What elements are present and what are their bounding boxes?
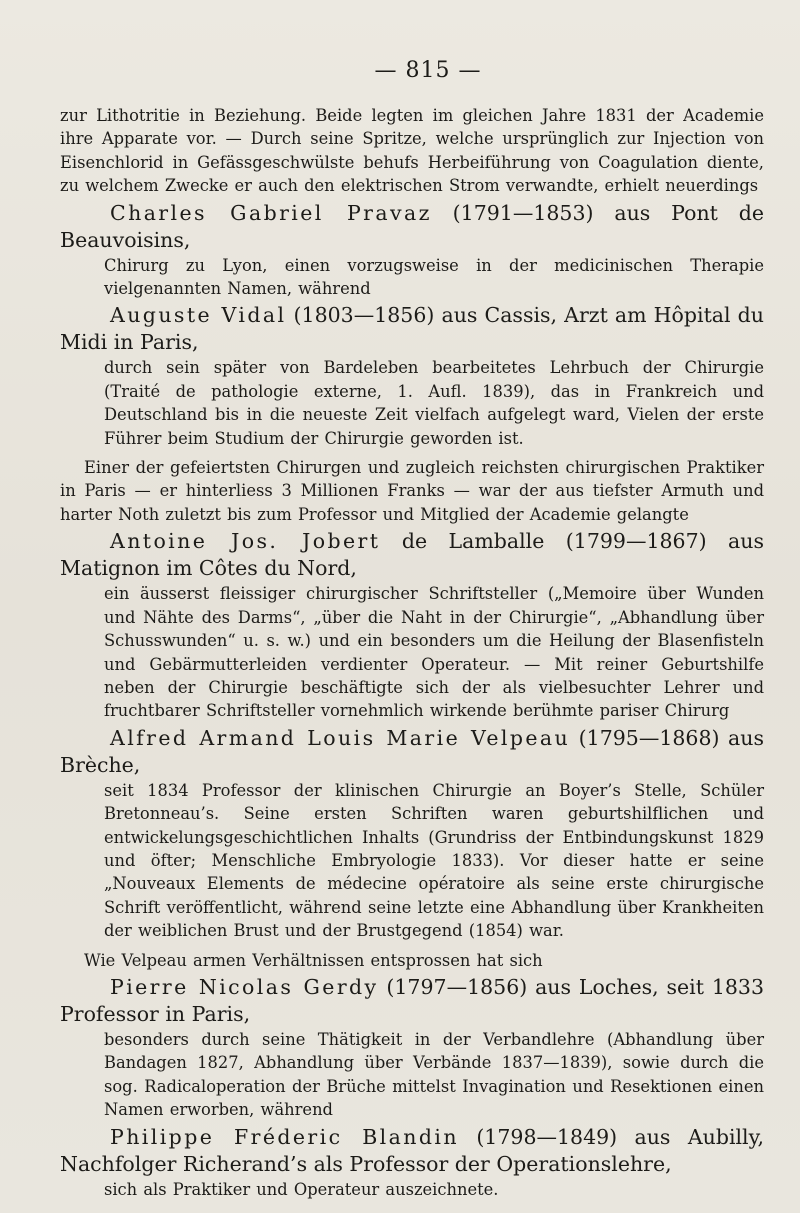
paragraph: zur Lithotritie in Beziehung. Beide legten im gleichen Jahre 1831 der Academie ihre Apparate vor. — Durch seine Spritze, welche ursprünglich zur Injection von Eisenchlorid in Gefässgeschwülste behufs Herbeiführung von Coagulation diente, zu welchem Zwecke er auch den elektrischen Strom verwandte, erhielt neuerdings xyxy=(60,106,764,196)
biography-heading xyxy=(60,974,764,1028)
biography-heading xyxy=(60,1124,764,1178)
person-name: Antoine Jos. Jobert xyxy=(110,529,381,554)
page-number: — 815 — xyxy=(374,58,482,83)
biography-heading xyxy=(60,528,764,582)
person-name: Auguste Vidal xyxy=(110,303,287,328)
biography-text: sich als Praktiker und Operateur auszeichnete. xyxy=(104,1179,499,1199)
person-details: de Lamballe (1799—1867) aus Matignon im Côtes du Nord, xyxy=(60,529,765,581)
person-details: (1798—1849) aus Aubilly, Nachfolger Richerand’s als Professor der Operationslehre, xyxy=(60,1124,764,1176)
paragraph: Wie Velpeau armen Verhältnissen entsprossen hat sich xyxy=(84,950,543,970)
biography-heading xyxy=(60,302,764,356)
person-name: Philippe Fréderic Blandin xyxy=(110,1124,459,1149)
biography-heading xyxy=(60,725,764,779)
person-details: (1795—1868) aus Brèche, xyxy=(60,725,764,777)
paragraph: Einer der gefeiertsten Chirurgen und zugleich reichsten chirurgischen Praktiker in Paris — er hinterliess 3 Millionen Franks — war der aus tiefster Armuth und harter Noth zuletzt bis zum Professor und Mitglied der Academie gelangte xyxy=(60,458,764,524)
biography-text: ein äusserst fleissiger chirurgischer Schriftsteller („Memoire über Wunden und Nähte des Darms“, „über die Naht in der Chirurgie“, „Abhandlung über Schusswunden“ u. s. w.) und ein besonders um die Heilung der Blasenfisteln und Gebärmutterleiden verdienter Operateur. — Mit reiner Geburtshilfe neben der Chirurgie beschäftigte sich der als vielbesuchter Lehrer und fruchtbarer Schriftsteller vornehmlich wirkende berühmte pariser Chirurg xyxy=(104,584,764,721)
biography-text: durch sein später von Bardeleben bearbeitetes Lehrbuch der Chirurgie (Traité de pathologie externe, 1. Aufl. 1839), das in Frankreich und Deutschland bis in die neueste Zeit vielfach aufgelegt ward, Vielen der erste Führer beim Studium der Chirurgie geworden ist. xyxy=(104,358,764,448)
biography-text: seit 1834 Professor der klinischen Chirurgie an Boyer’s Stelle, Schüler Bretonneau’s. Seine ersten Schriften waren geburtshilflichen und entwickelungsgeschichtlichen Inhalts (Grundriss der Entbindungskunst 1829 und öfter; Menschliche Embryologie 1833). Vor dieser hatte er seine „Nouveaux Elements de médecine opératoire als seine erste chirurgische Schrift veröffentlicht, während seine letzte eine Abhandlung über Krankheiten der weiblichen Brust und der Brustgegend (1854) war. xyxy=(104,780,764,941)
person-name: Charles Gabriel Pravaz xyxy=(110,200,432,225)
person-name: Pierre Nicolas Gerdy xyxy=(110,974,379,999)
biography-text: Chirurg zu Lyon, einen vorzugsweise in der medicinischen Therapie vielgenannten Namen, während xyxy=(104,255,764,299)
person-details: (1791—1853) aus Pont de Beauvoisins, xyxy=(60,200,764,252)
person-name: Alfred Armand Louis Marie Velpeau xyxy=(110,725,571,750)
biography-text: besonders durch seine Thätigkeit in der Verbandlehre (Abhandlung über Bandagen 1827, Abhandlung über Verbände 1837—1839), sowie durch die sog. Radicaloperation der Brüche mittelst Invagination und Resektionen einen Namen erworben, während xyxy=(104,1029,764,1120)
biography-heading xyxy=(60,200,764,254)
person-details: (1797—1856) aus Loches, seit 1833 Professor in Paris, xyxy=(60,974,764,1026)
person-details: (1803—1856) aus Cassis, Arzt am Hôpital du Midi in Paris, xyxy=(60,303,765,355)
